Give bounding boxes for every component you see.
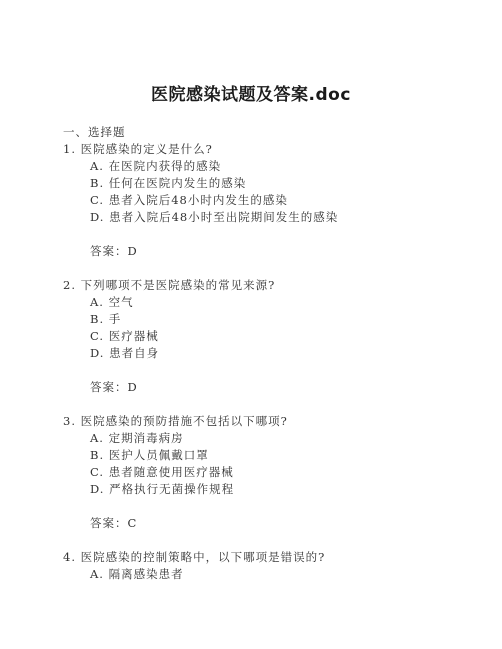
question-stem: 1. 医院感染的定义是什么? [63,142,213,156]
option-a: A. 定期消毒病房 [90,431,184,445]
option-c: C. 患者随意使用医疗器械 [90,465,234,479]
document-title: 医院感染试题及答案.doc [151,85,351,105]
option-d: D. 患者入院后48小时至出院期间发生的感染 [90,210,339,224]
option-d: D. 严格执行无菌操作规程 [90,482,235,496]
answer-text: 答案：D [90,380,138,394]
question-stem: 3. 医院感染的预防措施不包括以下哪项? [63,414,288,428]
option-a: A. 空气 [90,295,134,309]
option-c: C. 医疗器械 [90,329,159,343]
option-b: B. 医护人员佩戴口罩 [90,448,209,462]
section-heading: 一、选择题 [63,125,126,139]
option-b: B. 任何在医院内发生的感染 [90,176,247,190]
question-stem: 2. 下列哪项不是医院感染的常见来源? [63,278,276,292]
option-b: B. 手 [90,312,122,326]
option-d: D. 患者自身 [90,346,160,360]
answer-text: 答案：C [90,516,138,530]
option-a: A. 隔离感染患者 [90,567,184,581]
option-c: C. 患者入院后48小时内发生的感染 [90,193,288,207]
option-a: A. 在医院内获得的感染 [90,159,222,173]
question-stem: 4. 医院感染的控制策略中，以下哪项是错误的? [63,550,326,564]
answer-text: 答案：D [90,244,138,258]
